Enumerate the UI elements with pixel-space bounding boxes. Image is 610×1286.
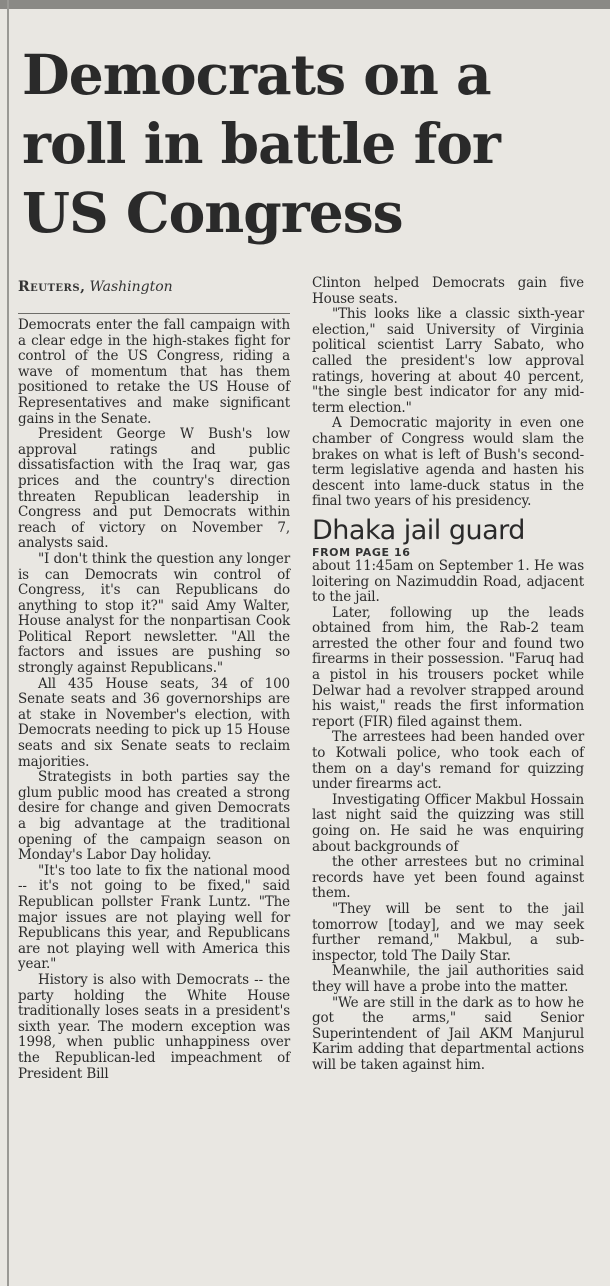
jail-story-headline: Dhaka jail guard [312,514,525,546]
article-paragraph: "I don't think the question any longer is can Democrats win control of Congress, it's can Republicans do anything to stop it?" said Amy Walter, House analyst for the nonpartisan Cook Political Report newsletter. "All the factors and issues are pushing so strongly against Republicans." [18,550,290,677]
right-column [312,276,584,1074]
article-paragraph: Democrats enter the fall campaign with a clear edge in the high-stakes fight for control of the US Congress, riding a wave of momentum that has them positioned to retake the US House of Representatives and make significant gains in the Senate. [18,317,290,427]
top-rule [0,0,610,9]
article-paragraph: Strategists in both parties say the glum public mood has created a strong desire for change and given Democrats a big advantage at the traditional opening of the campaign season on Monday's Labor Day holiday. [18,769,290,864]
jail-story-paragraph: Investigating Officer Makbul Hossain last night said the quizzing was still going on. He said he was enquiring about backgrounds of [312,791,584,855]
article-paragraph: "It's too late to fix the national mood -- it's not going to be fixed," said Republican pollster Frank Luntz. "The major issues are not playing well for Republicans this year, and Republicans are not playing well with America this year." [18,862,290,973]
article-paragraph: A Democratic majority in even one chamber of Congress would slam the brakes on what is left of Bush's second-term legislative agenda and hasten his descent into lame-duck status in the final two years of his presidency. [312,415,584,510]
jail-story-paragraph: The arrestees had been handed over to Kotwali police, who took each of them on a day's remand for quizzing under firearms act. [312,729,584,793]
byline [18,276,290,314]
article-paragraph: All 435 House seats, 34 of 100 Senate seats and 36 governorships are at stake in November's election, with Democrats needing to pick up 15 House seats and six Senate seats to reclaim majorities. [18,675,290,770]
article-paragraph: President George W Bush's low approval ratings and public dissatisfaction with the Iraq war, gas prices and the country's direction threaten Republican leadership in Congress and put Democrats within reach of victory on November 7, analysts said. [18,426,290,552]
jail-story-paragraph: "We are still in the dark as to how he got the arms," said Senior Superintendent of Jail AKM Manjurul Karim adding that departmental actions will be taken against him. [312,994,584,1073]
headline: Democrats on a roll in battle for US Congress [22,42,500,245]
jail-story-paragraph: Later, following up the leads obtained from him, the Rab-2 team arrested the other four and found two firearms in their possession. "Faruq had a pistol in his trousers pocket while Delwar had a revolver strapped around his waist," reads the first information report (FIR) filed against them. [312,604,584,730]
from-page-label: FROM PAGE 16 [312,545,411,559]
article-paragraph: History is also with Democrats -- the party holding the White House traditionally loses seats in a president's sixth year. The modern exception was 1998, when public unhappiness over the Republican-led impeachment of President Bill [18,971,290,1082]
left-column-rule [7,0,9,1286]
jail-story-paragraph: "They will be sent to the jail tomorrow [today], and we may seek further remand," Makbul, a sub-inspector, told The Daily Star. [312,900,584,964]
jail-story-paragraph: Meanwhile, the jail authorities said they will have a probe into the matter. [312,963,584,995]
article-paragraph-continued: Clinton helped Democrats gain five House seats. [312,275,584,307]
left-column [18,276,290,1082]
jail-story-paragraph: about 11:45am on September 1. He was loitering on Nazimuddin Road, adjacent to the jail. [312,557,584,606]
article-paragraph: "This looks like a classic sixth-year election," said University of Virginia political scientist Larry Sabato, who called the president's low approval ratings, hovering at about 40 percent, "the single best indicator for any mid-term election." [312,306,584,416]
jail-story-paragraph: the other arrestees but no criminal records have yet been found against them. [312,854,584,902]
byline-agency: Reuters, [18,279,86,295]
byline-place: Washington [89,279,173,295]
